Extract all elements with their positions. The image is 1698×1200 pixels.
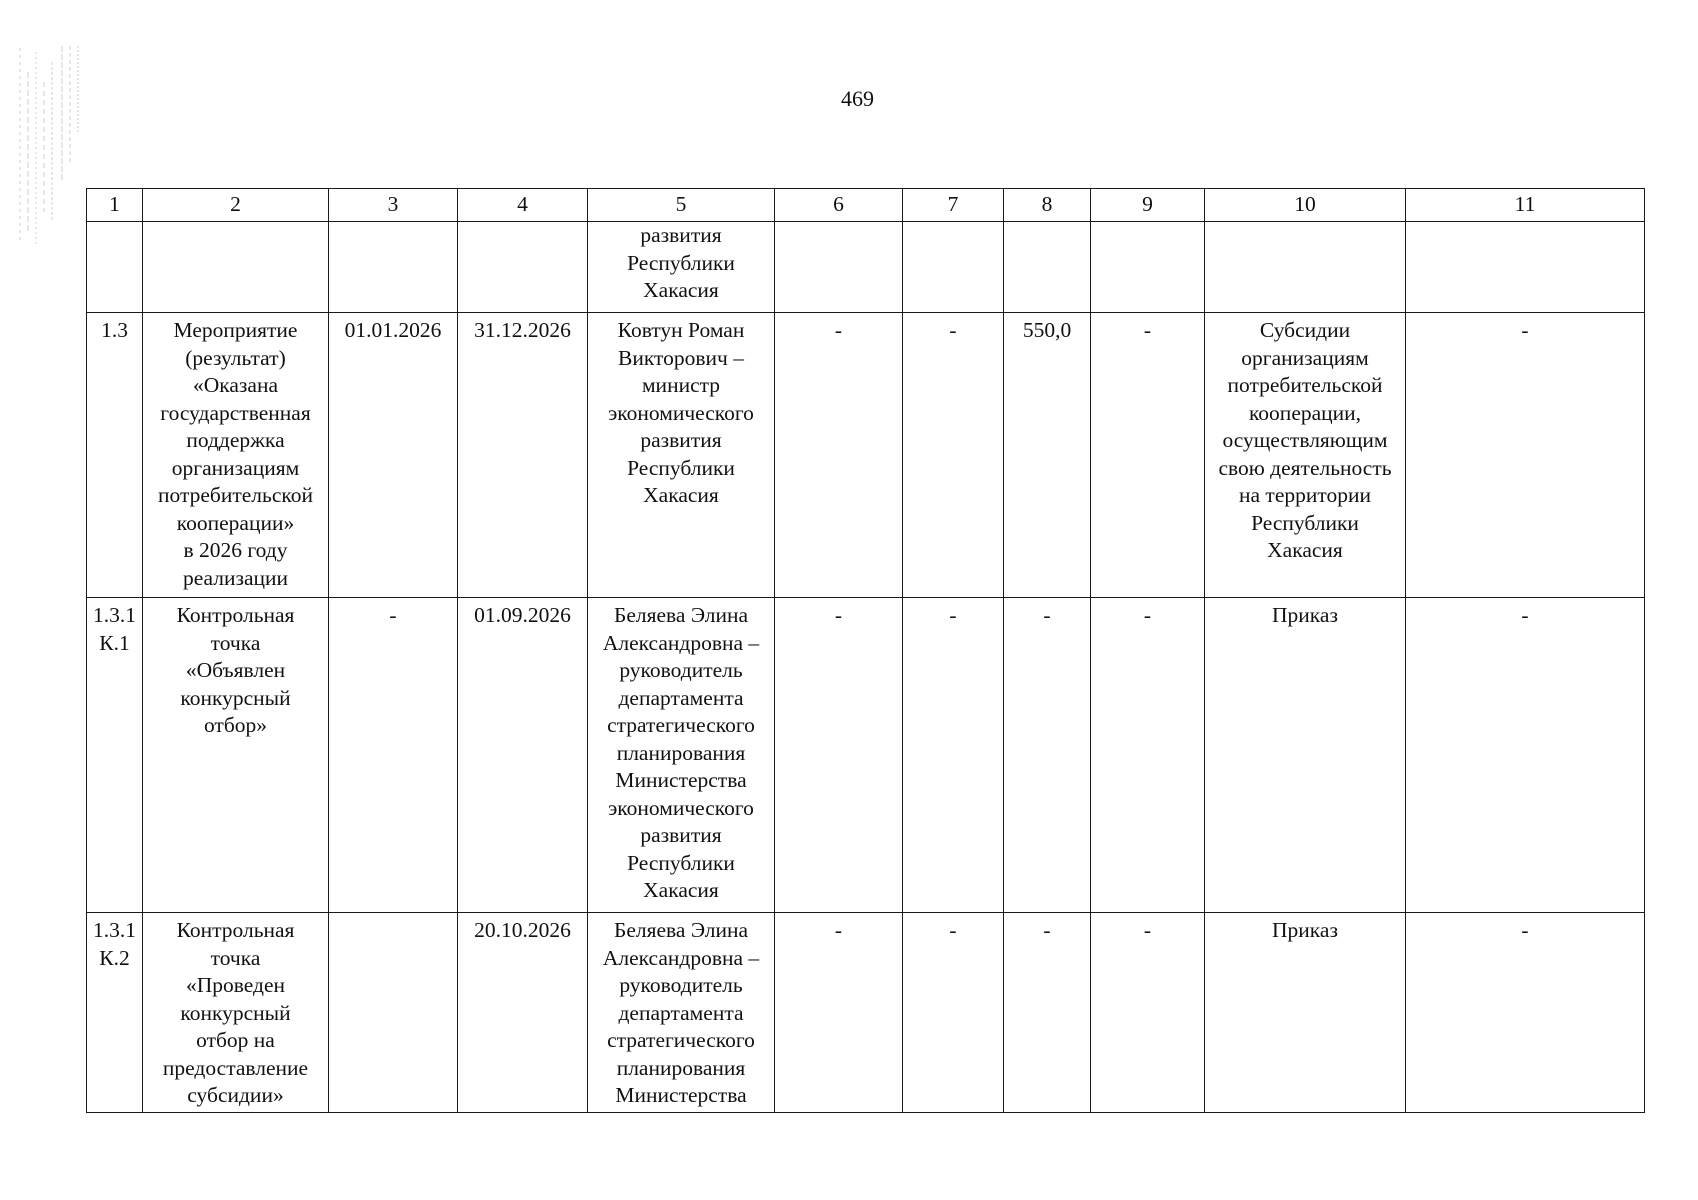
cell-responsible: Ковтун Роман Викторович – министр экономического развития Республики Хакасия (588, 313, 775, 598)
header-cell-8: 8 (1004, 189, 1091, 222)
cell-responsible: развития Республики Хакасия (588, 222, 775, 313)
header-cell-6: 6 (775, 189, 903, 222)
cell-start-date: - (329, 598, 458, 913)
cell-col7: - (903, 313, 1004, 598)
header-cell-4: 4 (458, 189, 588, 222)
header-cell-7: 7 (903, 189, 1004, 222)
cell-end-date (458, 222, 588, 313)
cell-end-date: 31.12.2026 (458, 313, 588, 598)
cell-number: 1.3.1 К.1 (87, 598, 143, 913)
cell-responsible: Беляева Элина Александровна – руководитель департамента стратегического планирования Министерства (588, 913, 775, 1113)
cell-col6: - (775, 913, 903, 1113)
cell-number: 1.3.1 К.2 (87, 913, 143, 1113)
table-row (87, 313, 1645, 598)
cell-name: Контрольная точка «Проведен конкурсный отбор на предоставление субсидии» (143, 913, 329, 1113)
cell-col7 (903, 222, 1004, 313)
header-cell-9: 9 (1091, 189, 1205, 222)
page-number: 469 (841, 86, 874, 111)
table-row (87, 913, 1645, 1113)
cell-col6 (775, 222, 903, 313)
cell-col10 (1205, 222, 1406, 313)
cell-col8: - (1004, 598, 1091, 913)
cell-end-date: 01.09.2026 (458, 598, 588, 913)
cell-start-date (329, 222, 458, 313)
cell-responsible: Беляева Элина Александровна – руководитель департамента стратегического планирования Министерства экономического развития Республики Хакасия (588, 598, 775, 913)
cell-col9: - (1091, 913, 1205, 1113)
cell-col11: - (1406, 598, 1645, 913)
cell-number (87, 222, 143, 313)
cell-col8: - (1004, 913, 1091, 1113)
cell-name (143, 222, 329, 313)
header-cell-1: 1 (87, 189, 143, 222)
cell-col11: - (1406, 913, 1645, 1113)
cell-start-date: 01.01.2026 (329, 313, 458, 598)
cell-col8 (1004, 222, 1091, 313)
cell-col9: - (1091, 598, 1205, 913)
cell-col9 (1091, 222, 1205, 313)
cell-col7: - (903, 598, 1004, 913)
cell-col11: - (1406, 313, 1645, 598)
cell-col10: Приказ (1205, 598, 1406, 913)
header-cell-2: 2 (143, 189, 329, 222)
cell-start-date (329, 913, 458, 1113)
cell-col10: Приказ (1205, 913, 1406, 1113)
table-row (87, 598, 1645, 913)
cell-col8: 550,0 (1004, 313, 1091, 598)
cell-name: Контрольная точка «Объявлен конкурсный отбор» (143, 598, 329, 913)
table-row (87, 222, 1645, 313)
header-row (87, 189, 1645, 222)
cell-end-date: 20.10.2026 (458, 913, 588, 1113)
cell-name: Мероприятие (результат) «Оказана государственная поддержка организациям потребительской кооперации» в 2026 году реализации (143, 313, 329, 598)
activity-table (86, 188, 1645, 1113)
header-cell-11: 11 (1406, 189, 1645, 222)
cell-col6: - (775, 313, 903, 598)
cell-col9: - (1091, 313, 1205, 598)
header-cell-3: 3 (329, 189, 458, 222)
cell-col10: Субсидии организациям потребительской кооперации, осуществляющим свою деятельность на территории Республики Хакасия (1205, 313, 1406, 598)
stamp-mark (18, 42, 88, 252)
header-cell-10: 10 (1205, 189, 1406, 222)
cell-col6: - (775, 598, 903, 913)
cell-number: 1.3 (87, 313, 143, 598)
header-cell-5: 5 (588, 189, 775, 222)
cell-col11 (1406, 222, 1645, 313)
cell-col7: - (903, 913, 1004, 1113)
